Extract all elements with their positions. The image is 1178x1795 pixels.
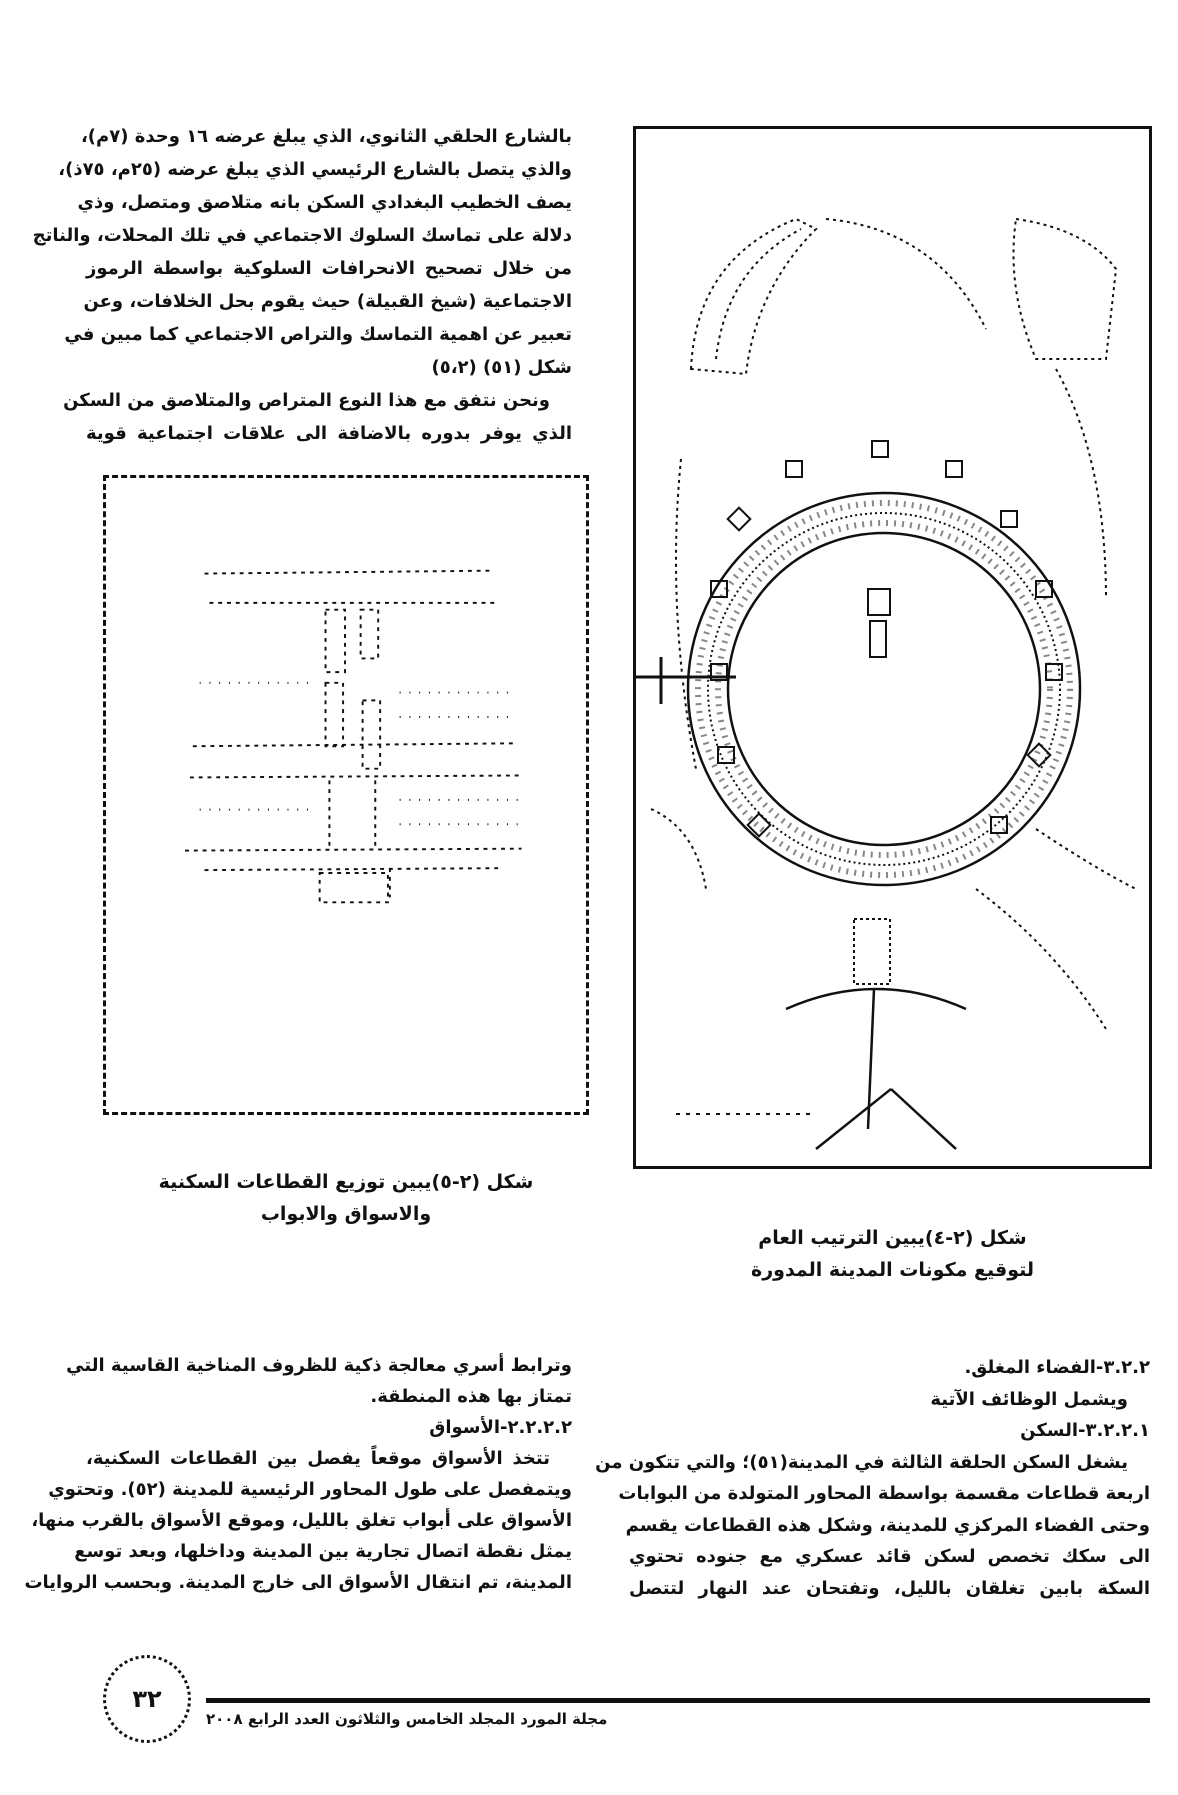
text-line: وترابط أسري معالجة ذكية للظروف المناخية القاسية التي	[66, 1355, 572, 1376]
text-line: يصف الخطيب البغدادي السكن بانه متلاصق ومتصل، وذي	[77, 192, 572, 213]
text-line: اربعة قطاعات مقسمة بواسطة المحاور المتولدة من البوابات	[618, 1483, 1150, 1504]
bottom-left-paragraph	[24, 1350, 572, 1598]
caption-line: شكل (٢-٥)يبين توزيع القطاعات السكنية	[158, 1171, 534, 1193]
text-line: الذي يوفر بدوره بالاضافة الى علاقات اجتماعية قوية	[86, 423, 572, 444]
top-left-paragraph	[32, 120, 572, 450]
text-line: تمتاز بها هذه المنطقة.	[370, 1386, 572, 1407]
text-line: والذي يتصل بالشارع الرئيسي الذي يبلغ عرضه (٢٥م، ٧٥ذ)،	[58, 159, 572, 180]
text-line: من خلال تصحيح الانحرافات السلوكية بواسطة الرموز	[86, 258, 572, 279]
figure-right-caption	[633, 1222, 1152, 1286]
journal-footer-title: مجلة المورد المجلد الخامس والثلاثون العدد الرابع ٢٠٠٨	[206, 1710, 608, 1728]
figure-left-frame	[103, 475, 589, 1115]
city-sectors-plan-drawing	[106, 478, 586, 1112]
text-line: الاجتماعية (شيخ القبيلة) حيث يقوم بحل الخلافات، وعن	[83, 291, 572, 312]
page-number: ٣٢	[132, 1685, 162, 1713]
text-line: شكل (٥١) (٥،٢)	[431, 357, 572, 378]
caption-line: شكل (٢-٤)يبين الترتيب العام	[758, 1227, 1027, 1249]
text-line: بالشارع الحلقي الثانوي، الذي يبلغ عرضه ١٦ وحدة (٧م)،	[80, 126, 572, 147]
section-heading: ٣.٢.٢-الفضاء المغلق.	[964, 1357, 1150, 1378]
text-line: السكة بابين تغلقان بالليل، وتفتحان عند النهار لتتصل	[629, 1577, 1150, 1599]
footer-rule	[206, 1698, 1150, 1703]
text-line: ويشمل الوظائف الآتية	[930, 1388, 1128, 1410]
figure-right-frame	[633, 126, 1152, 1169]
text-line: وحتى الفضاء المركزي للمدينة، وشكل هذه القطاعات يقسم	[625, 1514, 1150, 1536]
text-line: ونحن نتفق مع هذا النوع المتراص والمتلاصق من السكن	[63, 390, 550, 411]
text-line: تتخذ الأسواق موقعاً يفصل بين القطاعات السكنية،	[86, 1448, 550, 1469]
text-line: المدينة، تم انتقال الأسواق الى خارج المدينة. وبحسب الروايات	[24, 1572, 572, 1593]
round-city-plan-drawing	[636, 129, 1149, 1166]
caption-line: والاسواق والابواب	[260, 1203, 432, 1225]
section-heading: ٢.٢.٢.٢-الأسواق	[429, 1417, 572, 1438]
text-line: يشغل السكن الحلقة الثالثة في المدينة(٥١)؛ والتي تتكون من	[595, 1451, 1128, 1473]
text-line: ويتمفصل على طول المحاور الرئيسية للمدينة (٥٢). وتحتوي	[48, 1479, 572, 1500]
text-line: الأسواق على أبواب تغلق بالليل، وموقع الأسواق بالقرب منها،	[31, 1510, 572, 1531]
figure-left-caption	[103, 1166, 589, 1230]
caption-line: لتوقيع مكونات المدينة المدورة	[750, 1259, 1034, 1281]
text-line: دلالة على تماسك السلوك الاجتماعي في تلك المحلات، والناتج	[32, 225, 572, 246]
bottom-right-paragraph	[595, 1352, 1150, 1604]
section-heading: ٣.٢.٢.١-السكن	[1020, 1420, 1150, 1441]
text-line: الى سكك تخصص لسكن قائد عسكري مع جنوده تحتوي	[629, 1546, 1150, 1567]
text-line: يمثل نقطة اتصال تجارية بين المدينة وداخلها، وبعد توسع	[74, 1541, 572, 1562]
page-number-badge	[103, 1655, 191, 1743]
text-line: تعبير عن اهمية التماسك والتراص الاجتماعي كما مبين في	[64, 324, 572, 345]
